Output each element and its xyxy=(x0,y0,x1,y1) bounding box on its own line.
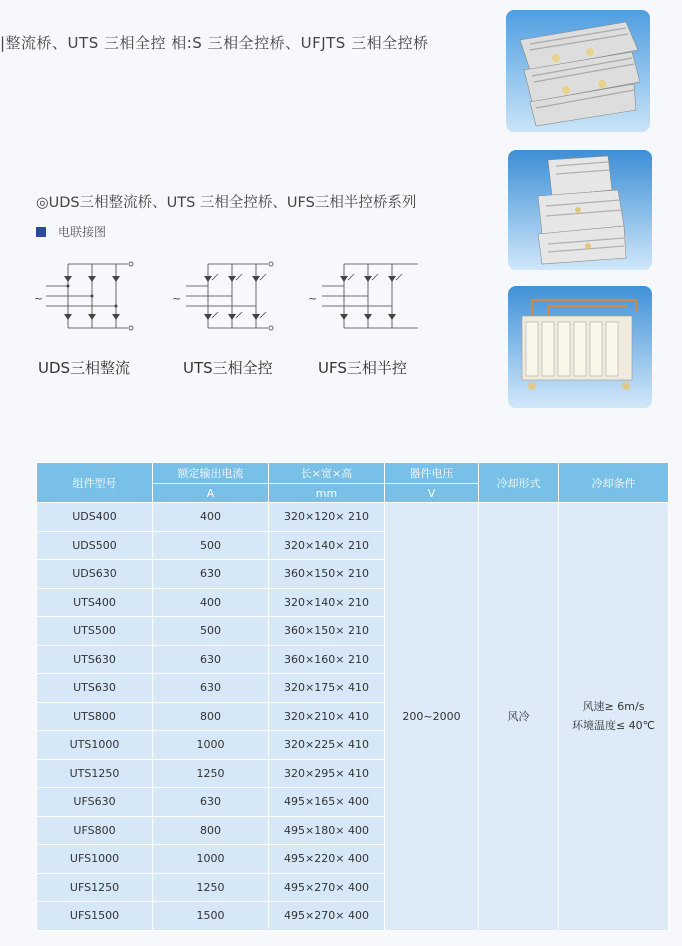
product-photo-2 xyxy=(508,150,652,270)
cell-current: 400 xyxy=(153,588,269,617)
cell-model: UDS630 xyxy=(37,560,153,589)
diagram-label-uts: UTS三相全控 xyxy=(183,359,273,377)
table-row xyxy=(37,503,669,532)
cell-current: 1000 xyxy=(153,731,269,760)
cell-dimensions: 360×160× 210 xyxy=(269,645,385,674)
cell-dimensions: 495×165× 400 xyxy=(269,788,385,817)
spec-table xyxy=(36,462,669,931)
cell-current: 630 xyxy=(153,788,269,817)
svg-text:~: ~ xyxy=(172,292,182,305)
unit-voltage: V xyxy=(385,484,479,503)
cell-model: UTS400 xyxy=(37,588,153,617)
square-bullet-icon xyxy=(36,227,46,237)
header-current: 额定输出电流 xyxy=(153,463,269,484)
unit-dimensions: mm xyxy=(269,484,385,503)
cell-model: UTS1000 xyxy=(37,731,153,760)
cell-cooling-type: 风冷 xyxy=(479,503,559,931)
diagram-label-ufs: UFS三相半控 xyxy=(318,359,407,377)
circuit-diagram-uds xyxy=(32,256,142,336)
cell-current: 800 xyxy=(153,816,269,845)
svg-text:~: ~ xyxy=(34,292,44,305)
cell-voltage: 200~2000 xyxy=(385,503,479,931)
svg-text:~: ~ xyxy=(308,292,318,305)
cell-dimensions: 495×220× 400 xyxy=(269,845,385,874)
cell-cooling-condition xyxy=(559,503,669,931)
cell-current: 630 xyxy=(153,645,269,674)
cell-dimensions: 320×210× 410 xyxy=(269,702,385,731)
cell-model: UFS1500 xyxy=(37,902,153,931)
unit-current: A xyxy=(153,484,269,503)
cell-current: 1500 xyxy=(153,902,269,931)
table-header-row xyxy=(37,463,669,484)
circuit-diagram-uts xyxy=(170,256,282,336)
cell-dimensions: 320×295× 410 xyxy=(269,759,385,788)
header-cooling-type: 冷却形式 xyxy=(479,463,559,503)
cell-dimensions: 360×150× 210 xyxy=(269,560,385,589)
cell-dimensions: 360×150× 210 xyxy=(269,617,385,646)
circuit-diagram-ufs xyxy=(306,256,418,336)
cooling-condition-line2: 环境温度≤ 40℃ xyxy=(571,719,656,733)
spec-table-container xyxy=(36,462,668,942)
cell-current: 800 xyxy=(153,702,269,731)
product-photo-3 xyxy=(508,286,652,408)
header-cooling-condition: 冷却条件 xyxy=(559,463,669,503)
top-title: |整流桥、UTS 三相全控 相:S 三相全控桥、UFJTS 三相全控桥 xyxy=(0,34,429,52)
cell-model: UDS500 xyxy=(37,531,153,560)
header-dimensions: 长×宽×高 xyxy=(269,463,385,484)
cell-current: 1000 xyxy=(153,845,269,874)
subheading-label: 电联接图 xyxy=(58,225,107,239)
cell-model: UTS1250 xyxy=(37,759,153,788)
cell-current: 1250 xyxy=(153,759,269,788)
cell-current: 630 xyxy=(153,560,269,589)
cell-model: UTS630 xyxy=(37,674,153,703)
cell-current: 500 xyxy=(153,617,269,646)
wiring-diagram-subheading xyxy=(36,223,106,240)
cooling-condition-line1: 风速≥ 6m/s xyxy=(582,700,645,714)
cell-dimensions: 495×180× 400 xyxy=(269,816,385,845)
cell-current: 1250 xyxy=(153,873,269,902)
product-photo-1 xyxy=(506,10,650,132)
cell-model: UFS800 xyxy=(37,816,153,845)
cell-model: UTS500 xyxy=(37,617,153,646)
cell-dimensions: 320×140× 210 xyxy=(269,531,385,560)
header-model: 组件型号 xyxy=(37,463,153,503)
cell-model: UTS630 xyxy=(37,645,153,674)
cell-dimensions: 320×120× 210 xyxy=(269,503,385,532)
cell-dimensions: 320×175× 410 xyxy=(269,674,385,703)
cell-current: 500 xyxy=(153,531,269,560)
cell-dimensions: 320×140× 210 xyxy=(269,588,385,617)
cell-current: 400 xyxy=(153,503,269,532)
series-title: ◎UDS三相整流桥、UTS 三相全控桥、UFS三相半控桥系列 xyxy=(36,195,417,211)
cell-model: UFS1000 xyxy=(37,845,153,874)
cell-dimensions: 495×270× 400 xyxy=(269,902,385,931)
cell-dimensions: 495×270× 400 xyxy=(269,873,385,902)
cell-model: UFS1250 xyxy=(37,873,153,902)
diagram-label-uds: UDS三相整流 xyxy=(38,359,131,377)
header-voltage: 器件电压 xyxy=(385,463,479,484)
cell-model: UFS630 xyxy=(37,788,153,817)
cell-model: UDS400 xyxy=(37,503,153,532)
cell-current: 630 xyxy=(153,674,269,703)
cell-dimensions: 320×225× 410 xyxy=(269,731,385,760)
cell-model: UTS800 xyxy=(37,702,153,731)
